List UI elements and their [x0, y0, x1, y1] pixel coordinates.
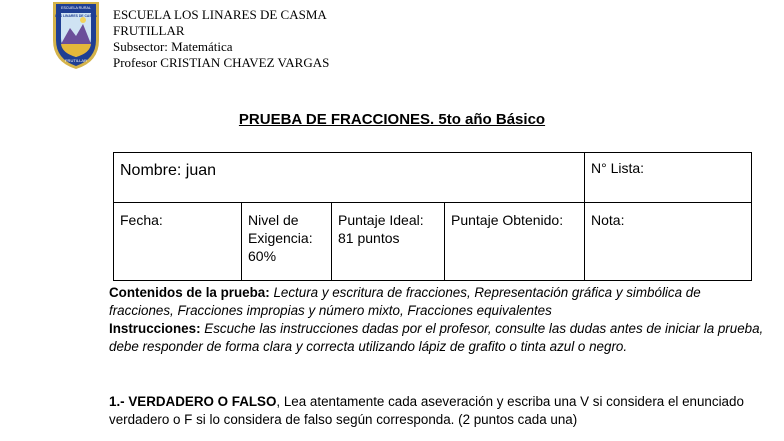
date-field[interactable]: Fecha:: [114, 203, 242, 281]
instructions-text: Escuche las instrucciones dadas por el profesor, consulte las dudas antes de iniciar la prueba, debe responder de forma clara y correcta utilizando lápiz de grafito o tinta azul o negro.: [109, 321, 764, 354]
svg-text:FRUTILLAR: FRUTILLAR: [65, 58, 87, 63]
question-1-heading: 1.- VERDADERO O FALSO: [109, 394, 277, 409]
contents-label: Contenidos de la prueba:: [109, 285, 270, 300]
svg-text:ESCUELA RURAL: ESCUELA RURAL: [61, 6, 91, 10]
contents-text: Lectura y escritura de fracciones, Representación gráfica y simbólica de fracciones, Fracciones impropias y número mixto, Fracciones equivalentes: [109, 285, 701, 318]
instructions-label: Instrucciones:: [109, 321, 201, 336]
list-number-field[interactable]: N° Lista:: [585, 153, 752, 203]
student-info-table: [113, 152, 752, 281]
svg-text:LOS LINARES DE CASMA: LOS LINARES DE CASMA: [55, 14, 97, 18]
contents-paragraph: [109, 284, 769, 320]
school-logo: [50, 0, 102, 70]
obtained-score-field[interactable]: Puntaje Obtenido:: [445, 203, 585, 281]
name-field[interactable]: Nombre: juan: [114, 153, 585, 203]
school-city: FRUTILLAR: [113, 23, 185, 38]
question-1-text: , Lea atentamente cada aseveración y escriba una V si considera el enunciado verdadero o F si lo considera de falso según corresponda. (2 puntos cada una): [109, 394, 744, 427]
page-title: PRUEBA DE FRACCIONES. 5to año Básico: [238, 111, 546, 128]
grade-field[interactable]: Nota:: [585, 203, 752, 281]
question-1: [109, 393, 779, 429]
exigency-level: Nivel de Exigencia: 60%: [242, 203, 332, 281]
ideal-score: Puntaje Ideal: 81 puntos: [332, 203, 445, 281]
school-name: ESCUELA LOS LINARES DE CASMA: [113, 7, 327, 22]
subject-line: Subsector: Matemática: [113, 39, 233, 54]
test-contents: [109, 284, 769, 356]
instructions-paragraph: [109, 320, 769, 356]
school-header: [113, 7, 329, 71]
teacher-line: Profesor CRISTIAN CHAVEZ VARGAS: [113, 55, 330, 70]
